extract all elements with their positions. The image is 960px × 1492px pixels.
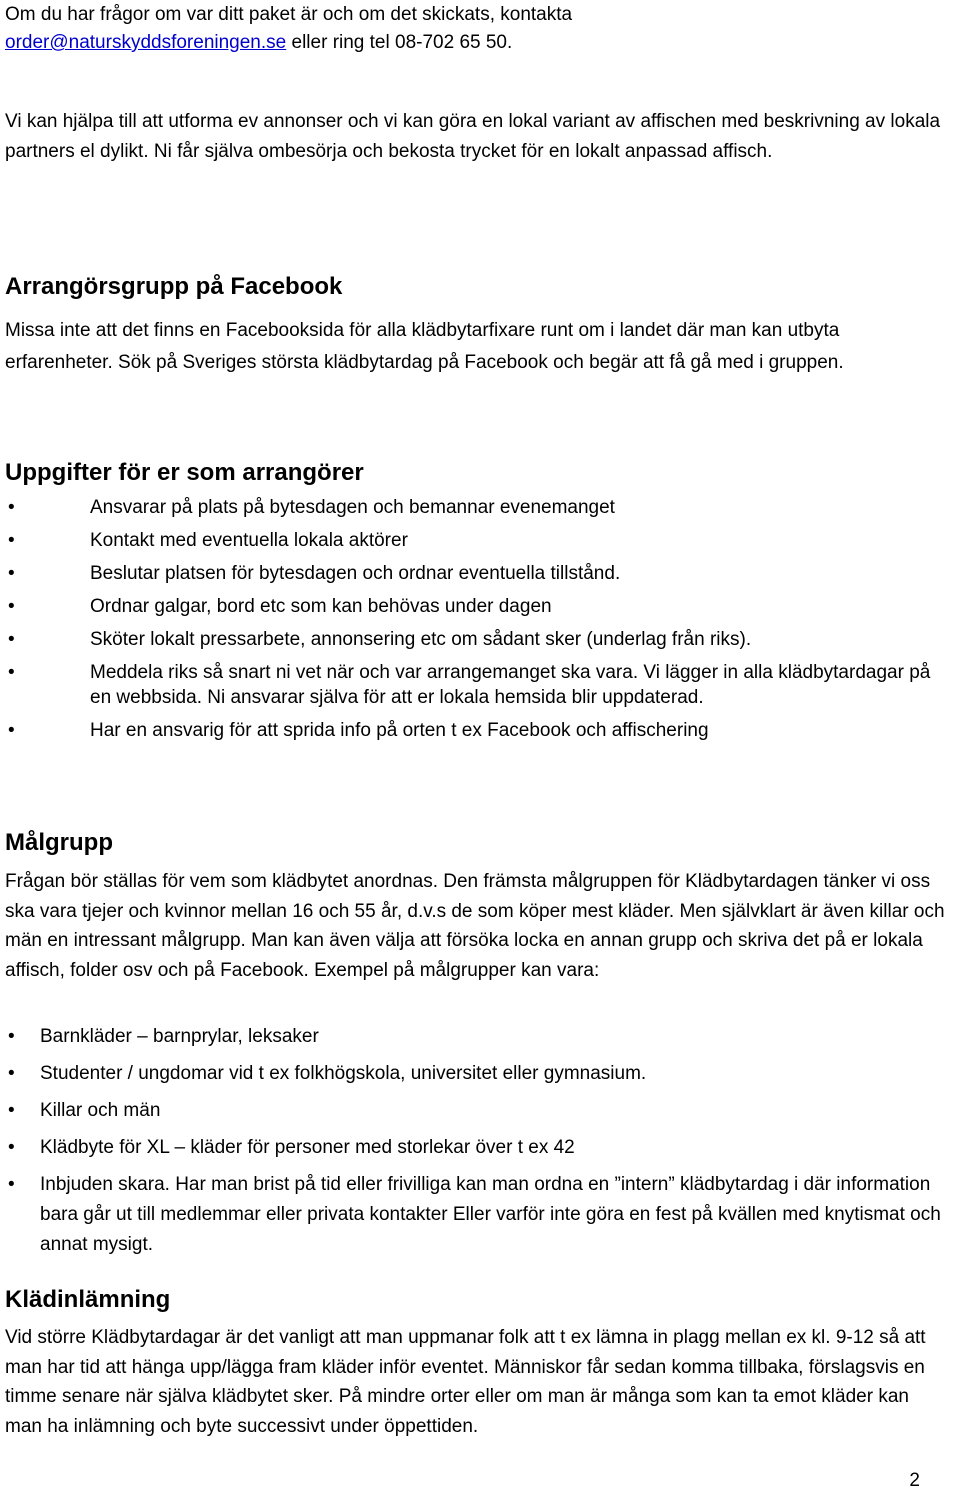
list-item-text: Ansvarar på plats på bytesdagen och bemannar evenemanget [90, 497, 615, 518]
target-group-list [5, 1022, 950, 1267]
list-item-text: Klädbyte för XL – kläder för personer med storlekar över t ex 42 [40, 1137, 575, 1158]
list-item-text: Killar och män [40, 1100, 161, 1121]
list-item [5, 495, 950, 520]
bullet-icon: • [8, 1100, 15, 1121]
list-item-text: Barnkläder – barnprylar, leksaker [40, 1026, 319, 1047]
list-item [5, 561, 950, 586]
list-item [5, 1170, 950, 1260]
target-group-paragraph: Frågan bör ställas för vem som klädbytet anordnas. Den främsta målgruppen för Klädbytardagen tänker vi oss ska vara tjejer och kvinnor mellan 16 och 55 år, d.v.s de som köper mest kläder. Men självklart är även killar och män en intressant målgrupp. Man kan även välja att försöka locka en annan grupp och skriva det på er lokala affisch, folder osv och på Facebook. Exempel på målgrupper kan vara: [5, 871, 945, 981]
list-item [5, 1096, 950, 1126]
list-item [5, 1133, 950, 1163]
drop-off-paragraph: Vid större Klädbytardagar är det vanligt att man uppmanar folk att t ex lämna in plagg mellan ex kl. 9-12 så att man har tid att hänga upp/lägga fram kläder inför eventet. Människor får sedan komma tillbaka, förslagsvis en timme senare när själva klädbytet sker. På mindre orter eller om man är många som kan ta emot kläder kan man ha inlämning och byte successivt under öppettiden. [5, 1327, 926, 1437]
list-item-text: Inbjuden skara. Har man brist på tid eller frivilliga kan man ordna en ”intern” klädbytardag i där information bara går ut till medlemmar eller privata kontakter Eller varför inte göra en fest på kvällen med knytismat och annat mysigt. [40, 1174, 941, 1255]
list-item-text: Ordnar galgar, bord etc som kan behövas under dagen [90, 596, 552, 617]
bullet-icon: • [8, 563, 15, 584]
bullet-icon: • [8, 1026, 15, 1047]
bullet-icon: • [8, 1174, 15, 1195]
list-item-text: Kontakt med eventuella lokala aktörer [90, 530, 408, 551]
list-item-text: Studenter / ungdomar vid t ex folkhögskola, universitet eller gymnasium. [40, 1063, 647, 1084]
contact-text: Om du har frågor om var ditt paket är och om det skickats, kontakta [5, 4, 573, 25]
bullet-icon: • [8, 1063, 15, 1084]
bullet-icon: • [8, 596, 15, 617]
bullet-icon: • [8, 662, 15, 683]
list-item-text: Sköter lokalt pressarbete, annonsering etc om sådant sker (underlag från riks). [90, 629, 752, 650]
tasks-list [5, 495, 950, 751]
facebook-heading: Arrangörsgrupp på Facebook [5, 273, 343, 300]
target-group-heading: Målgrupp [5, 829, 113, 856]
contact-phone-text: eller ring tel 08-702 65 50. [286, 32, 513, 53]
bullet-icon: • [8, 720, 15, 741]
list-item [5, 1059, 950, 1089]
help-paragraph: Vi kan hjälpa till att utforma ev annonser och vi kan göra en lokal variant av affischen med beskrivning av lokala partners el dylikt. Ni får själva ombesörja och bekosta trycket för en lokalt anpassad affisch. [5, 111, 941, 162]
contact-paragraph [5, 1, 950, 57]
list-item [5, 528, 950, 553]
list-item [5, 660, 950, 710]
list-item [5, 594, 950, 619]
email-link[interactable]: order@naturskyddsforeningen.se [5, 32, 287, 53]
list-item-text: Meddela riks så snart ni vet när och var arrangemanget ska vara. Vi lägger in alla klädbytardagar på en webbsida. Ni ansvarar själva för att er lokala hemsida blir uppdaterad. [90, 662, 931, 708]
tasks-heading: Uppgifter för er som arrangörer [5, 459, 364, 486]
facebook-paragraph: Missa inte att det finns en Facebooksida för alla klädbytarfixare runt om i landet där man kan utbyta erfarenheter. Sök på Sveriges största klädbytardag på Facebook och begär att få gå med i gruppen. [5, 320, 844, 373]
list-item [5, 1022, 950, 1052]
list-item [5, 718, 950, 743]
bullet-icon: • [8, 497, 15, 518]
list-item-text: Har en ansvarig för att sprida info på orten t ex Facebook och affischering [90, 720, 709, 741]
list-item [5, 627, 950, 652]
bullet-icon: • [8, 530, 15, 551]
page-number: 2 [909, 1470, 920, 1491]
drop-off-heading: Klädinlämning [5, 1286, 171, 1313]
list-item-text: Beslutar platsen för bytesdagen och ordnar eventuella tillstånd. [90, 563, 621, 584]
bullet-icon: • [8, 629, 15, 650]
bullet-icon: • [8, 1137, 15, 1158]
